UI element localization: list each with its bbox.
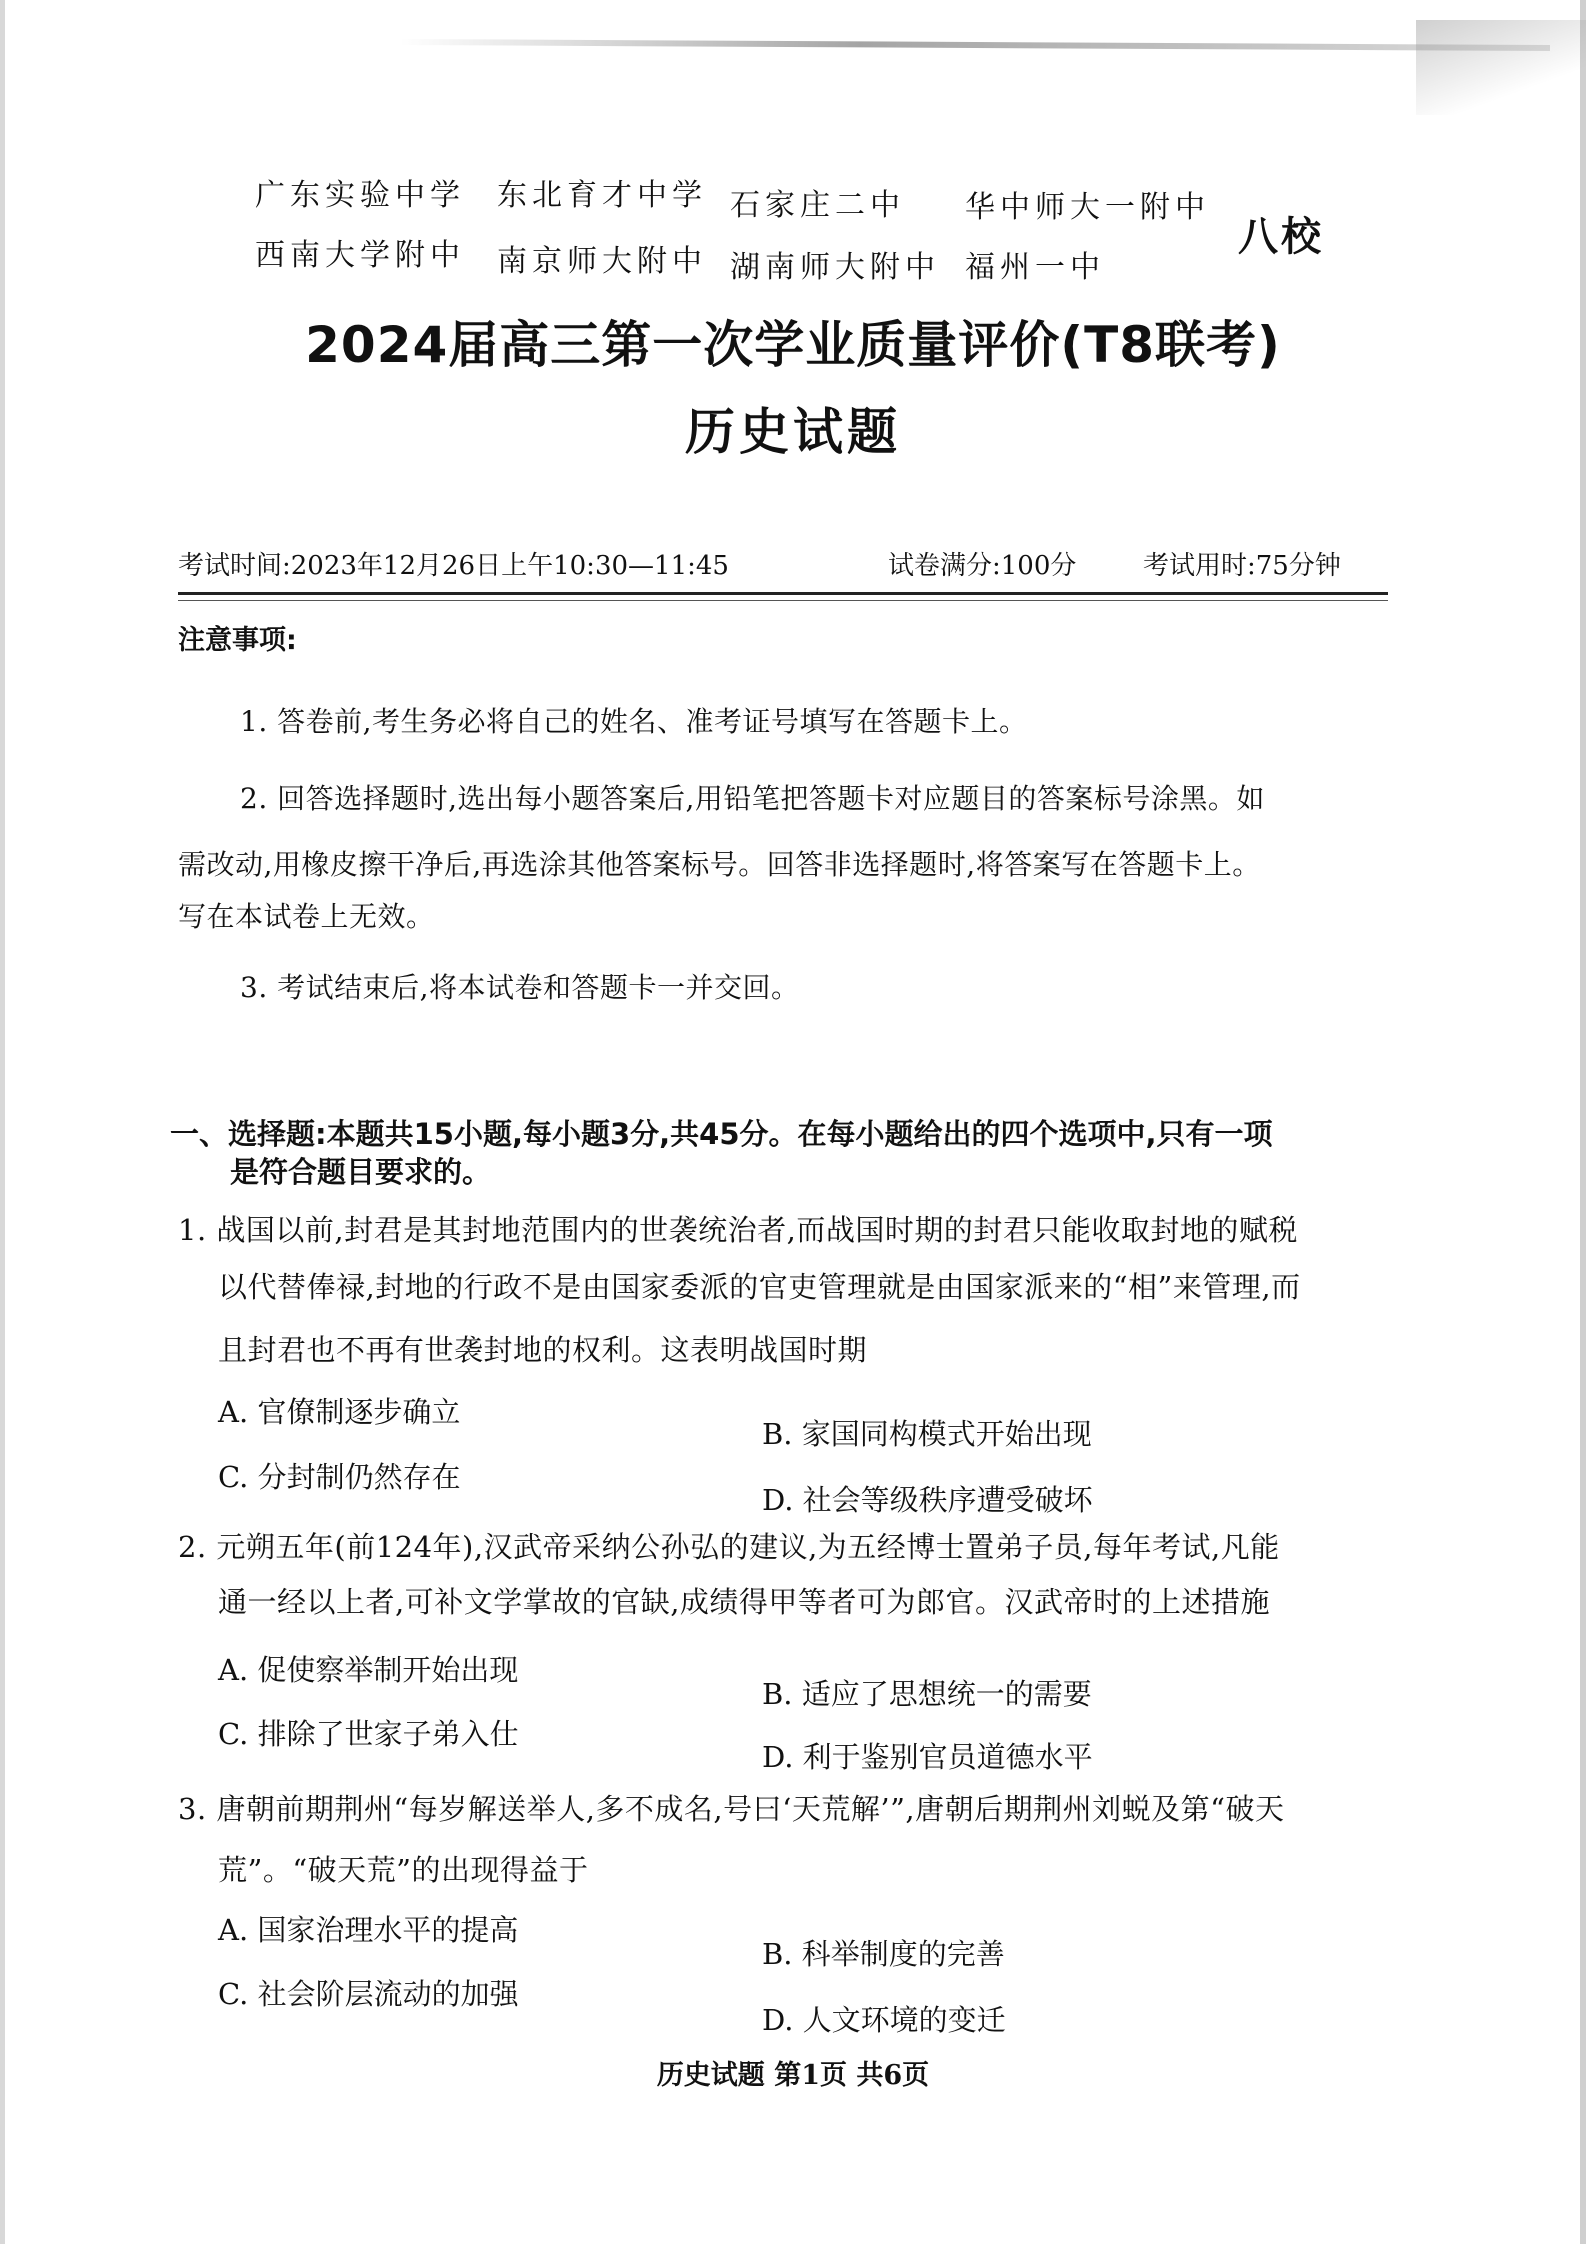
school-name: 东北育才中学 [497,178,707,213]
notice-item: 写在本试卷上无效。 [178,900,435,933]
scan-corner-shadow [1416,20,1586,115]
notice-heading: 注意事项: [178,625,297,656]
scan-streak [400,39,1550,51]
page-footer: 历史试题 第1页 共6页 [656,2060,930,2091]
option-d: D. 利于鉴别官员道德水平 [762,1740,1093,1774]
full-score: 试卷满分:100分 [888,551,1077,581]
header-divider-thin [178,600,1388,601]
option-b: B. 家国同构模式开始出现 [762,1417,1092,1451]
school-name: 西南大学附中 [255,238,465,273]
option-a: A. 官僚制逐步确立 [218,1395,461,1429]
header-divider [178,592,1388,595]
question-text: 以代替俸禄,封地的行政不是由国家委派的官吏管理就是由国家派来的“相”来管理,而 [218,1270,1301,1304]
exam-title: 2024届高三第一次学业质量评价(T8联考) [305,316,1281,374]
question-text: 1. 战国以前,封君是其封地范围内的世袭统治者,而战国时期的封君只能收取封地的赋税 [178,1213,1298,1247]
option-b: B. 适应了思想统一的需要 [762,1677,1092,1711]
option-a: A. 国家治理水平的提高 [218,1913,519,1947]
option-b: B. 科举制度的完善 [762,1937,1005,1971]
section-heading: 是符合题目要求的。 [230,1155,492,1189]
question-text: 2. 元朔五年(前124年),汉武帝采纳公孙弘的建议,为五经博士置弟子员,每年考试,凡能 [178,1530,1280,1564]
notice-item: 2. 回答选择题时,选出每小题答案后,用铅笔把答题卡对应题目的答案标号涂黑。如 [240,782,1265,815]
exam-info-bar [178,545,1388,585]
school-name: 华中师大一附中 [965,190,1210,225]
school-name: 南京师大附中 [497,244,707,279]
question-text: 通一经以上者,可补文学掌故的官缺,成绩得甲等者可为郎官。汉武帝时的上述措施 [218,1585,1270,1619]
exam-duration: 考试用时:75分钟 [1143,551,1341,581]
exam-time: 考试时间:2023年12月26日上午10:30—11:45 [178,551,729,581]
school-name: 石家庄二中 [730,188,905,223]
option-c: C. 排除了世家子弟入仕 [218,1717,519,1751]
school-name: 广东实验中学 [255,178,465,213]
question-text: 荒”。“破天荒”的出现得益于 [218,1853,589,1887]
option-a: A. 促使察举制开始出现 [218,1653,519,1687]
question-text: 3. 唐朝前期荆州“每岁解送举人,多不成名,号曰‘天荒解’”,唐朝后期荆州刘蜕及第“破天 [178,1792,1285,1826]
eight-schools-badge: 八校 [1238,213,1324,260]
school-name: 湖南师大附中 [730,250,940,285]
notice-item: 3. 考试结束后,将本试卷和答题卡一并交回。 [240,971,800,1004]
exam-subject: 历史试题 [685,403,901,461]
option-c: C. 社会阶层流动的加强 [218,1977,519,2011]
school-list [255,170,1255,290]
school-name: 福州一中 [965,250,1105,285]
notice-item: 需改动,用橡皮擦干净后,再选涂其他答案标号。回答非选择题时,将答案写在答题卡上。 [178,848,1261,881]
section-heading: 一、选择题:本题共15小题,每小题3分,共45分。在每小题给出的四个选项中,只有一项 [170,1117,1273,1151]
question-text: 且封君也不再有世袭封地的权利。这表明战国时期 [218,1333,868,1367]
option-d: D. 社会等级秩序遭受破坏 [762,1483,1093,1517]
option-c: C. 分封制仍然存在 [218,1460,461,1494]
notice-item: 1. 答卷前,考生务必将自己的姓名、准考证号填写在答题卡上。 [240,705,1028,738]
option-d: D. 人文环境的变迁 [762,2003,1006,2037]
